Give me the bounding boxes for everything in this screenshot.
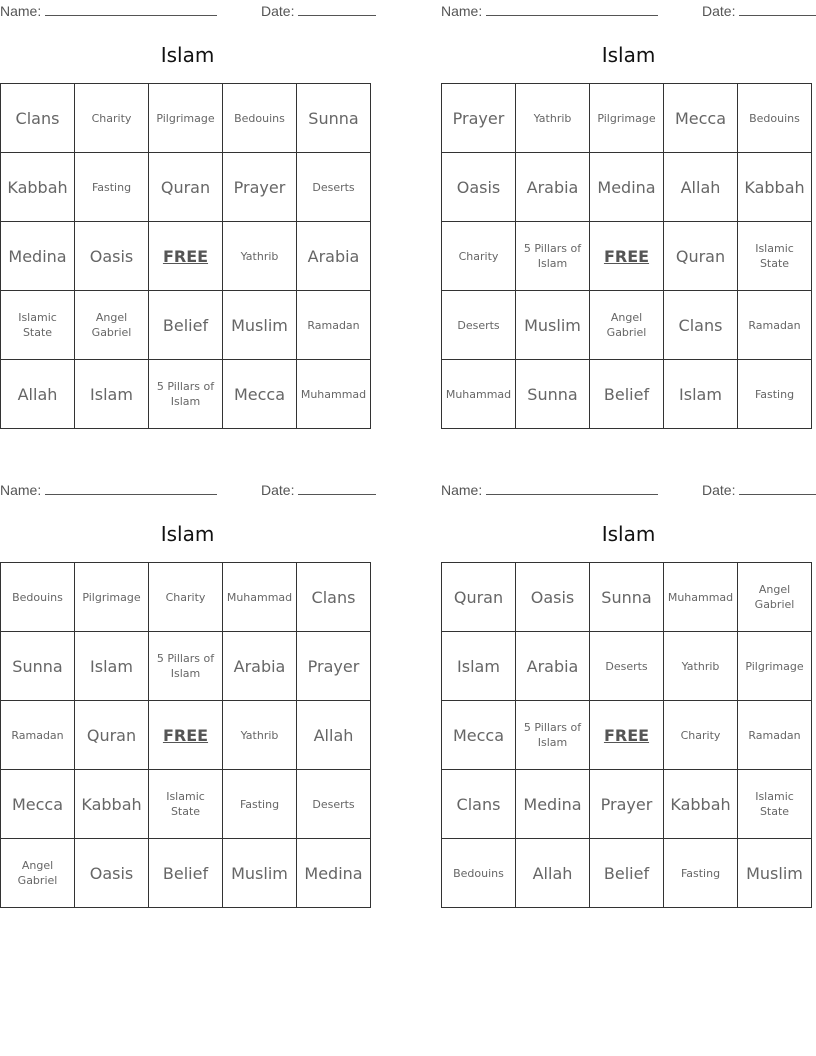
bingo-cell: Clans	[664, 291, 738, 360]
bingo-cell: Oasis	[75, 222, 149, 291]
bingo-cell: Muhammad	[223, 563, 297, 632]
bingo-cell: Mecca	[1, 770, 75, 839]
bingo-cell: Arabia	[223, 632, 297, 701]
card-title: Islam	[160, 522, 215, 546]
card-title: Islam	[601, 522, 656, 546]
bingo-cell: Angel Gabriel	[1, 839, 75, 908]
bingo-cell: Islam	[75, 360, 149, 429]
bingo-cell: Oasis	[516, 563, 590, 632]
bingo-cell: Muhammad	[664, 563, 738, 632]
bingo-cell: Ramadan	[738, 701, 812, 770]
name-label: Name:	[0, 3, 42, 19]
bingo-cell: Oasis	[75, 839, 149, 908]
bingo-cell: 5 Pillars of Islam	[149, 632, 223, 701]
bingo-cell: Muhammad	[297, 360, 371, 429]
grid-row	[442, 84, 812, 153]
name-line[interactable]	[45, 3, 217, 16]
bingo-cell: Sunna	[297, 84, 371, 153]
grid-row	[1, 563, 371, 632]
bingo-cell: Bedouins	[1, 563, 75, 632]
bingo-cell: Clans	[1, 84, 75, 153]
bingo-grid	[441, 562, 812, 908]
bingo-cell: Muslim	[223, 839, 297, 908]
date-label: Date:	[261, 3, 295, 19]
grid-row	[1, 839, 371, 908]
date-line[interactable]	[739, 3, 816, 16]
bingo-cell: Fasting	[738, 360, 812, 429]
bingo-cell: Deserts	[590, 632, 664, 701]
bingo-cell: Medina	[1, 222, 75, 291]
bingo-cell: Belief	[590, 839, 664, 908]
bingo-cell: Quran	[75, 701, 149, 770]
date-field[interactable]	[261, 2, 376, 20]
bingo-cell: 5 Pillars of Islam	[516, 701, 590, 770]
bingo-cell: Belief	[149, 291, 223, 360]
bingo-cell: Muslim	[516, 291, 590, 360]
card-title: Islam	[160, 43, 215, 67]
bingo-cell: Clans	[442, 770, 516, 839]
bingo-card-4	[441, 479, 816, 914]
bingo-grid	[441, 83, 812, 429]
bingo-cell: Sunna	[1, 632, 75, 701]
bingo-cell: Kabbah	[75, 770, 149, 839]
bingo-cell: Kabbah	[664, 770, 738, 839]
grid-row	[1, 632, 371, 701]
date-line[interactable]	[298, 3, 376, 16]
bingo-cell: Muslim	[738, 839, 812, 908]
bingo-card-3	[0, 479, 375, 914]
bingo-cell: Prayer	[590, 770, 664, 839]
grid-row	[442, 291, 812, 360]
grid-row	[1, 360, 371, 429]
bingo-cell: Bedouins	[442, 839, 516, 908]
bingo-cell: Sunna	[590, 563, 664, 632]
name-line[interactable]	[486, 3, 658, 16]
bingo-cell: Angel Gabriel	[75, 291, 149, 360]
grid-row	[442, 770, 812, 839]
name-field[interactable]	[0, 2, 217, 20]
bingo-cell: Yathrib	[516, 84, 590, 153]
date-label: Date:	[261, 482, 295, 498]
bingo-cell: Charity	[442, 222, 516, 291]
bingo-cell: Allah	[297, 701, 371, 770]
bingo-cell: 5 Pillars of Islam	[516, 222, 590, 291]
date-line[interactable]	[739, 482, 816, 495]
bingo-cell: Islamic State	[149, 770, 223, 839]
bingo-cell: Charity	[75, 84, 149, 153]
name-line[interactable]	[45, 482, 217, 495]
name-field[interactable]	[441, 2, 658, 20]
bingo-cell: Deserts	[297, 153, 371, 222]
bingo-card-1	[0, 0, 375, 435]
bingo-cell: Quran	[149, 153, 223, 222]
date-field[interactable]	[702, 481, 816, 499]
bingo-cell: Islam	[75, 632, 149, 701]
grid-row	[442, 563, 812, 632]
bingo-cell: Ramadan	[297, 291, 371, 360]
bingo-grid	[0, 562, 371, 908]
grid-row	[1, 222, 371, 291]
grid-row	[1, 770, 371, 839]
bingo-cell: Yathrib	[223, 222, 297, 291]
grid-row	[442, 632, 812, 701]
bingo-cell: Clans	[297, 563, 371, 632]
bingo-grid	[0, 83, 371, 429]
bingo-cell: Deserts	[297, 770, 371, 839]
free-space: FREE	[590, 222, 664, 291]
bingo-card-2	[441, 0, 816, 435]
bingo-cell: Oasis	[442, 153, 516, 222]
bingo-cell: Mecca	[664, 84, 738, 153]
bingo-cell: Islam	[442, 632, 516, 701]
grid-row	[1, 291, 371, 360]
grid-row	[442, 839, 812, 908]
bingo-cell: Muslim	[223, 291, 297, 360]
bingo-cell: Yathrib	[223, 701, 297, 770]
bingo-cell: Pilgrimage	[590, 84, 664, 153]
bingo-cell: Prayer	[297, 632, 371, 701]
bingo-cell: Islam	[664, 360, 738, 429]
bingo-cell: Islamic State	[1, 291, 75, 360]
date-line[interactable]	[298, 482, 376, 495]
name-label: Name:	[0, 482, 42, 498]
bingo-cell: Fasting	[223, 770, 297, 839]
date-field[interactable]	[702, 2, 816, 20]
grid-row	[442, 360, 812, 429]
bingo-cell: Kabbah	[1, 153, 75, 222]
card-title: Islam	[601, 43, 656, 67]
bingo-cell: Arabia	[516, 153, 590, 222]
bingo-cell: Charity	[149, 563, 223, 632]
bingo-cell: Deserts	[442, 291, 516, 360]
bingo-cell: Belief	[149, 839, 223, 908]
bingo-cell: Allah	[1, 360, 75, 429]
name-label: Name:	[441, 3, 483, 19]
bingo-cell: Medina	[590, 153, 664, 222]
bingo-cell: Allah	[664, 153, 738, 222]
bingo-cell: Fasting	[75, 153, 149, 222]
bingo-cell: Allah	[516, 839, 590, 908]
bingo-cell: Belief	[590, 360, 664, 429]
bingo-cell: Pilgrimage	[149, 84, 223, 153]
grid-row	[442, 222, 812, 291]
name-label: Name:	[441, 482, 483, 498]
free-space: FREE	[149, 701, 223, 770]
free-space: FREE	[590, 701, 664, 770]
bingo-cell: Quran	[442, 563, 516, 632]
bingo-cell: Bedouins	[223, 84, 297, 153]
bingo-cell: Yathrib	[664, 632, 738, 701]
bingo-cell: Sunna	[516, 360, 590, 429]
bingo-cell: Prayer	[442, 84, 516, 153]
bingo-cell: Mecca	[442, 701, 516, 770]
bingo-cell: Arabia	[516, 632, 590, 701]
bingo-cell: Fasting	[664, 839, 738, 908]
bingo-cell: Islamic State	[738, 770, 812, 839]
bingo-cell: Medina	[297, 839, 371, 908]
free-space: FREE	[149, 222, 223, 291]
bingo-cell: Kabbah	[738, 153, 812, 222]
bingo-cell: Angel Gabriel	[738, 563, 812, 632]
bingo-cell: Prayer	[223, 153, 297, 222]
bingo-cell: Pilgrimage	[75, 563, 149, 632]
date-field[interactable]	[261, 481, 376, 499]
grid-row	[1, 701, 371, 770]
bingo-cell: 5 Pillars of Islam	[149, 360, 223, 429]
bingo-cell: Arabia	[297, 222, 371, 291]
name-line[interactable]	[486, 482, 658, 495]
bingo-cell: Ramadan	[738, 291, 812, 360]
grid-row	[442, 153, 812, 222]
name-field[interactable]	[0, 481, 217, 499]
bingo-cell: Muhammad	[442, 360, 516, 429]
bingo-cell: Quran	[664, 222, 738, 291]
bingo-cell: Medina	[516, 770, 590, 839]
bingo-cell: Ramadan	[1, 701, 75, 770]
date-label: Date:	[702, 482, 736, 498]
date-label: Date:	[702, 3, 736, 19]
bingo-cell: Mecca	[223, 360, 297, 429]
bingo-cell: Charity	[664, 701, 738, 770]
bingo-cell: Islamic State	[738, 222, 812, 291]
grid-row	[442, 701, 812, 770]
bingo-cell: Bedouins	[738, 84, 812, 153]
bingo-cell: Pilgrimage	[738, 632, 812, 701]
name-field[interactable]	[441, 481, 658, 499]
bingo-cell: Angel Gabriel	[590, 291, 664, 360]
grid-row	[1, 153, 371, 222]
grid-row	[1, 84, 371, 153]
